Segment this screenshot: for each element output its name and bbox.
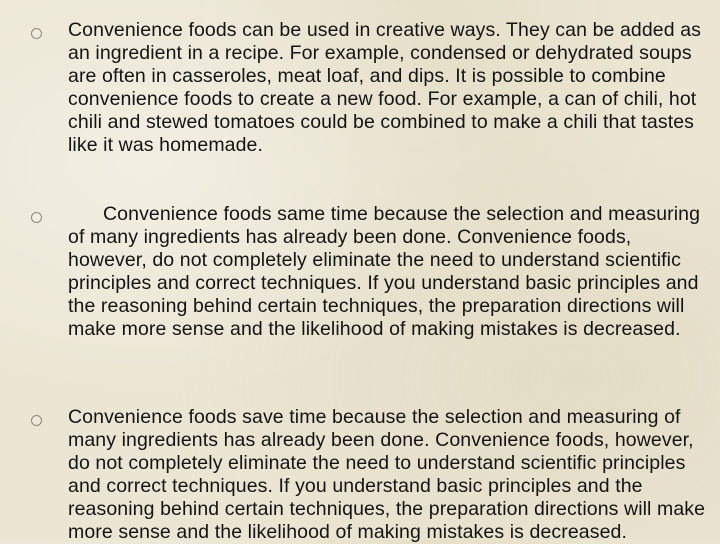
bullet-item-creative-ways	[68, 19, 708, 157]
bullet-text: Convenience foods can be used in creative ways. They can be added as an ingredient in a recipe. For example, condensed or dehydrated soups are often in casseroles, meat loaf, and dips. It is possible to combine convenience foods to create a new food. For example, a can of chili, hot chili and stewed tomatoes could be combined to make a chili that tastes like it was homemade.	[68, 19, 702, 156]
hollow-circle-bullet-icon	[31, 415, 42, 426]
bullet-text: Convenience foods save time because the selection and measuring of many ingredients has already been done. Convenience foods, however, do not completely eliminate the need to understand scientific principles and correct techniques. If you understand basic principles and the reasoning behind certain techniques, the preparation directions will make more sense and the likelihood of making mistakes is decreased.	[68, 406, 706, 543]
hollow-circle-bullet-icon	[31, 212, 42, 223]
bullet-item-save-time	[68, 406, 708, 544]
bullet-item-same-time	[68, 203, 708, 341]
bullet-text: Convenience foods same time because the selection and measuring of many ingredients has already been done. Convenience foods, however, do not completely eliminate the need to understand scientific principles and correct techniques. If you understand basic principles and the reasoning behind certain techniques, the preparation directions will make more sense and the likelihood of making mistakes is decreased.	[68, 203, 701, 340]
hollow-circle-bullet-icon	[31, 28, 42, 39]
